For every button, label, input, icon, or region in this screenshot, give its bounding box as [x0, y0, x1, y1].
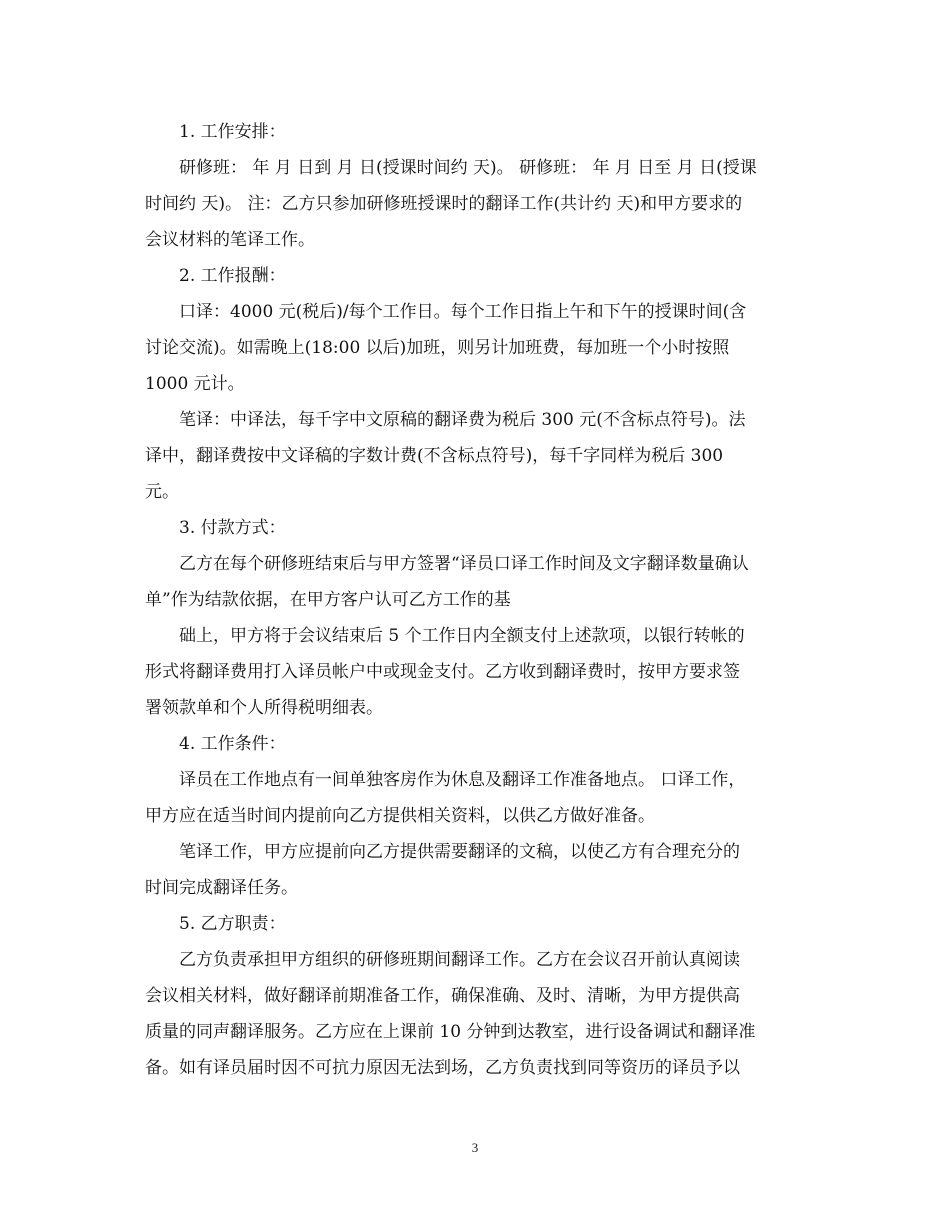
section-heading-responsibilities: 5. 乙方职责：	[179, 914, 286, 934]
paragraph-line: 会议相关材料，做好翻译前期准备工作，确保准确、及时、清晰，为甲方提供高	[145, 986, 740, 1006]
paragraph-line: 单”作为结款依据，在甲方客户认可乙方工作的基	[145, 590, 511, 610]
paragraph-line: 时间完成翻译任务。	[145, 878, 298, 898]
section-heading-payment: 3. 付款方式：	[179, 518, 286, 538]
paragraph-line: 研修班： 年 月 日到 月 日(授课时间约 天)。 研修班： 年 月 日至 月 日(授课	[179, 158, 757, 178]
paragraph-line: 会议材料的笔译工作。	[145, 230, 315, 250]
paragraph-line: 形式将翻译费用打入译员帐户中或现金支付。乙方收到翻译费时，按甲方要求签	[145, 662, 740, 682]
paragraph-line: 笔译工作，甲方应提前向乙方提供需要翻译的文稿，以使乙方有合理充分的	[179, 842, 740, 862]
section-heading-work-conditions: 4. 工作条件：	[179, 734, 286, 754]
section-heading-work-arrangement: 1. 工作安排：	[179, 122, 286, 142]
paragraph-line: 口译：4000 元(税后)/每个工作日。每个工作日指上午和下午的授课时间(含	[179, 302, 747, 322]
paragraph-line: 时间约 天)。 注：乙方只参加研修班授课时的翻译工作(共计约 天)和甲方要求的	[145, 194, 743, 214]
paragraph-line: 讨论交流)。如需晚上(18:00 以后)加班，则另计加班费，每加班一个小时按照	[145, 338, 730, 358]
paragraph-line: 元。	[145, 482, 179, 502]
page-number: 3	[471, 1140, 479, 1155]
paragraph-line: 础上，甲方将于会议结束后 5 个工作日内全额支付上述款项，以银行转帐的	[179, 626, 745, 646]
paragraph-line: 乙方在每个研修班结束后与甲方签署“译员口译工作时间及文字翻译数量确认	[179, 554, 749, 574]
paragraph-line: 质量的同声翻译服务。乙方应在上课前 10 分钟到达教室，进行设备调试和翻译准	[145, 1022, 756, 1042]
paragraph-line: 乙方负责承担甲方组织的研修班期间翻译工作。乙方在会议召开前认真阅读	[179, 950, 740, 970]
section-heading-remuneration: 2. 工作报酬：	[179, 266, 286, 286]
paragraph-line: 笔译：中译法，每千字中文原稿的翻译费为税后 300 元(不含标点符号)。法	[179, 410, 746, 430]
paragraph-line: 1000 元计。	[145, 374, 245, 394]
paragraph-line: 甲方应在适当时间内提前向乙方提供相关资料，以供乙方做好准备。	[145, 806, 655, 826]
paragraph-line: 署领款单和个人所得税明细表。	[145, 698, 383, 718]
paragraph-line: 译中，翻译费按中文译稿的字数计费(不含标点符号)，每千字同样为税后 300	[145, 446, 724, 466]
paragraph-line: 备。如有译员届时因不可抗力原因无法到场，乙方负责找到同等资历的译员予以	[145, 1058, 740, 1078]
paragraph-line: 译员在工作地点有一间单独客房作为休息及翻译工作准备地点。 口译工作，	[179, 770, 746, 790]
